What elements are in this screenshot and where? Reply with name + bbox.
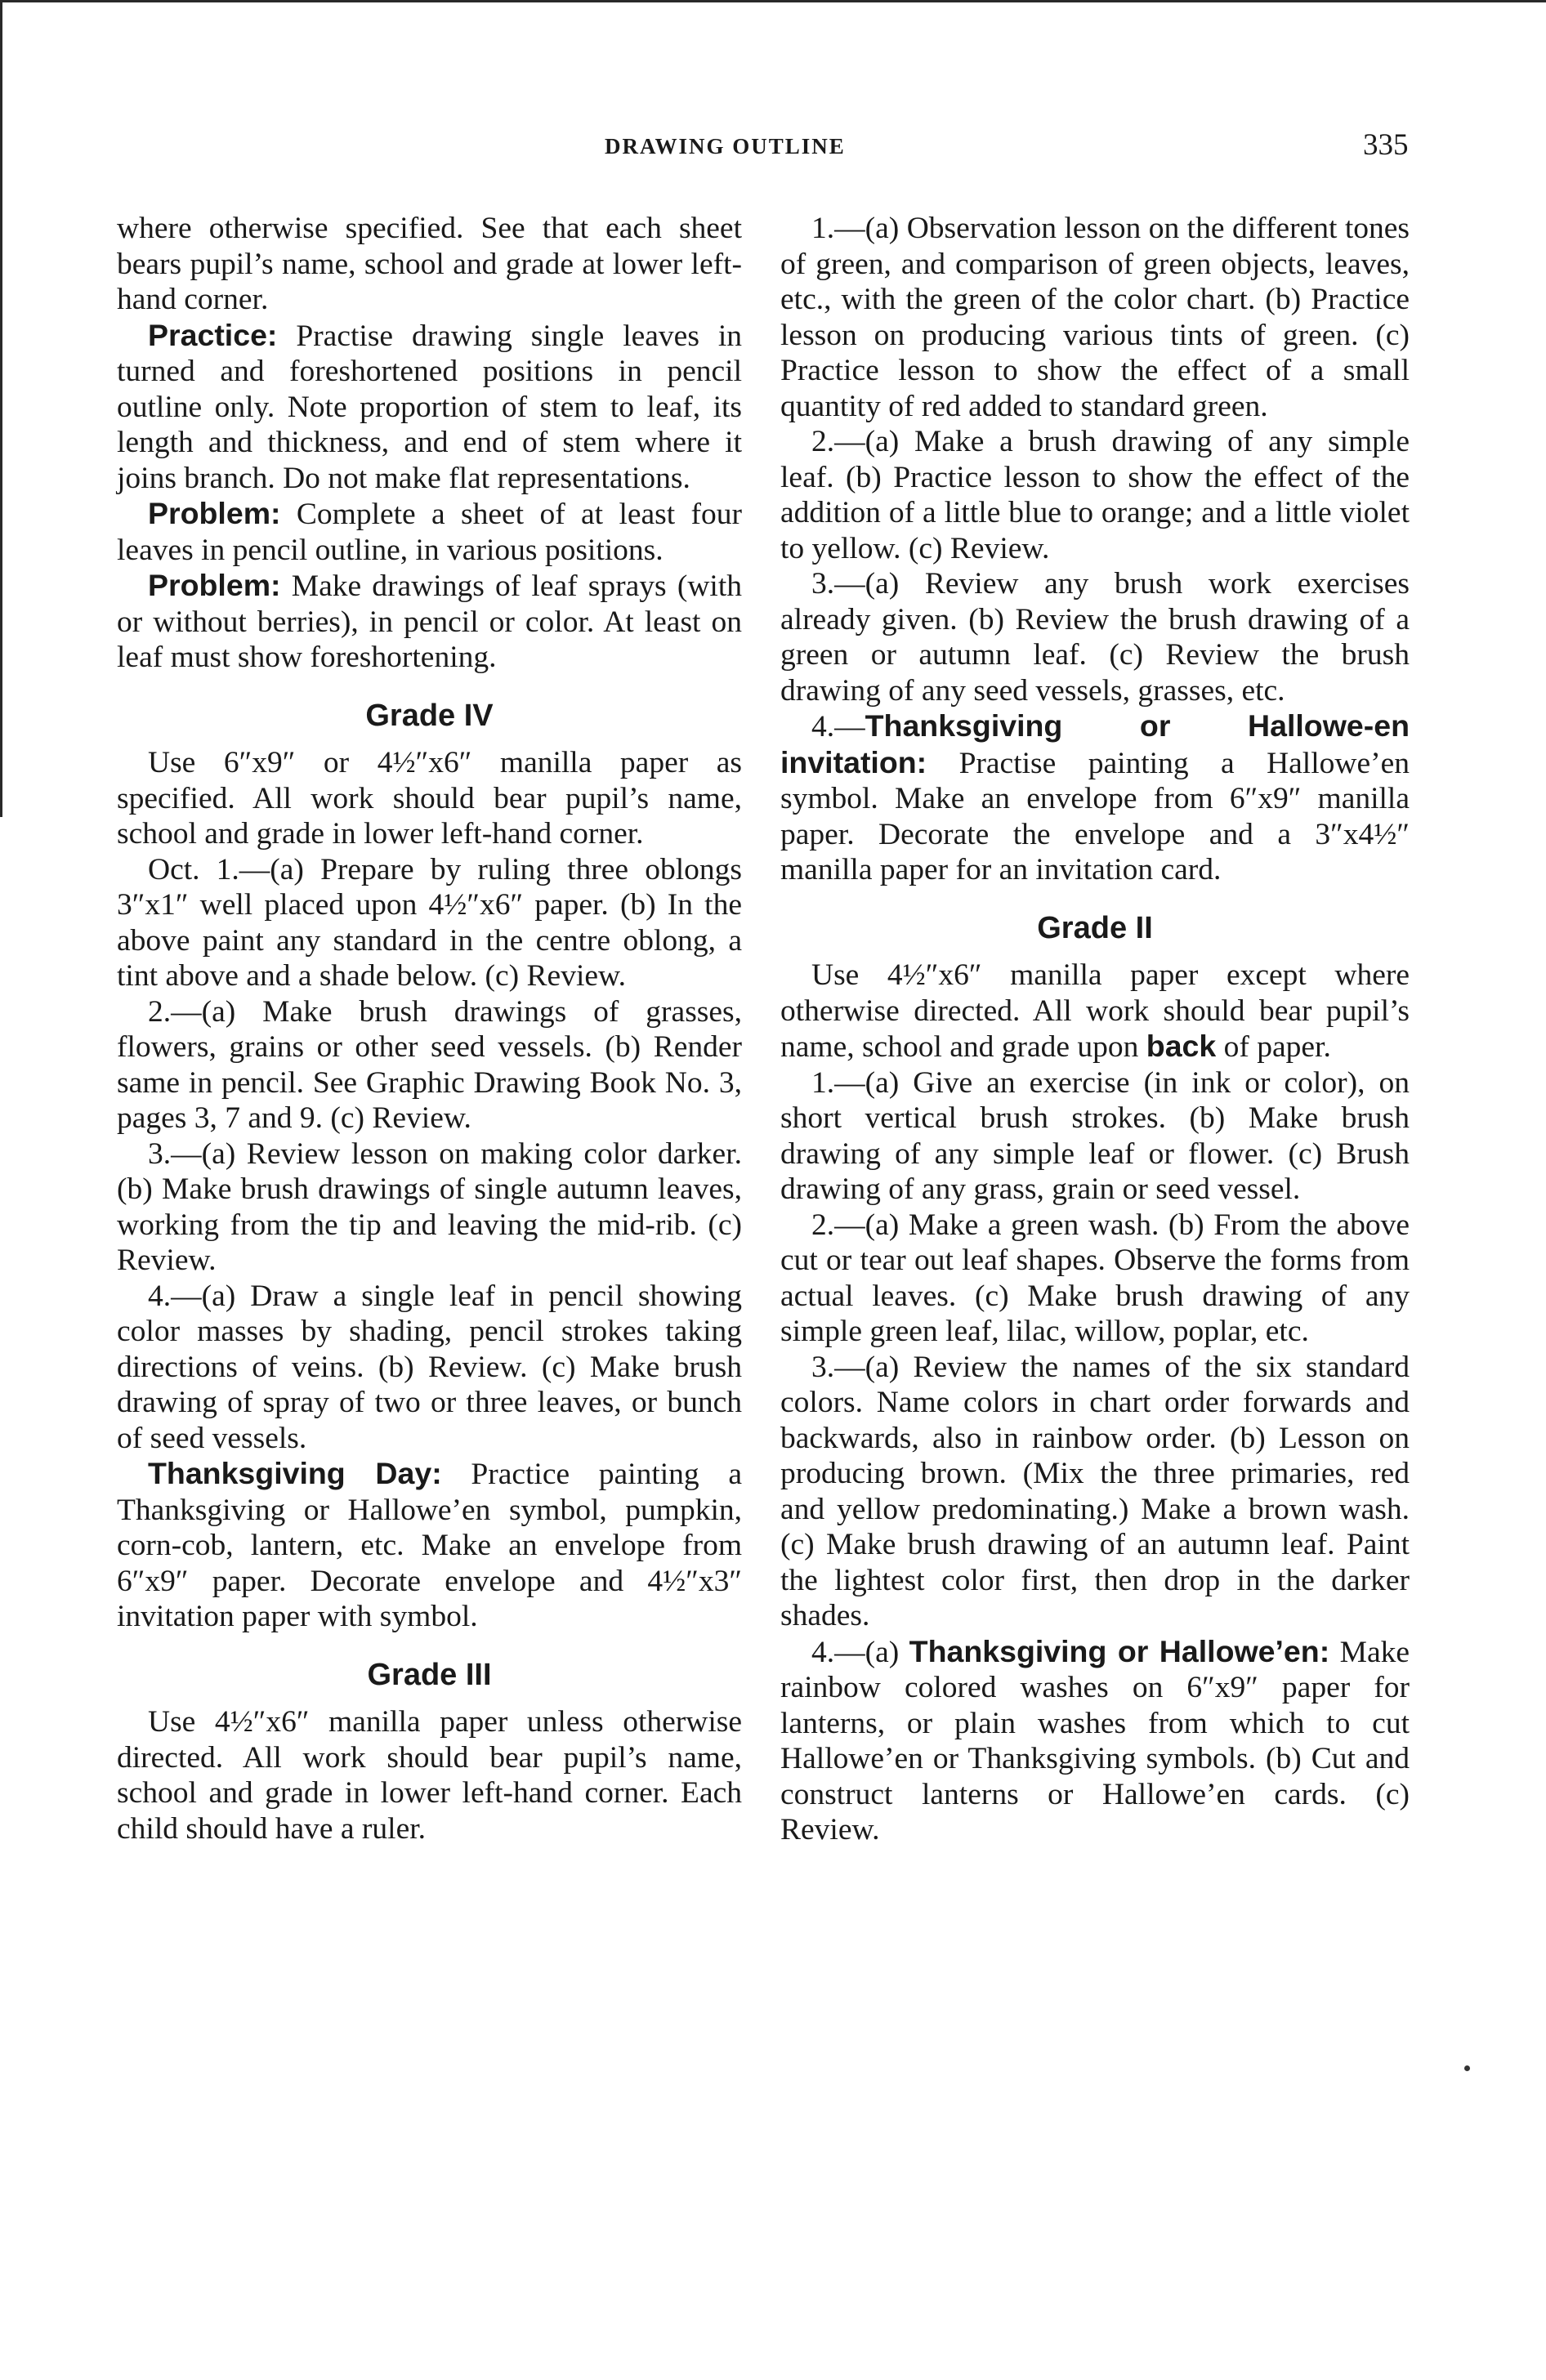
- paragraph-text: Use 4½″x6″ manilla paper except where otherwise directed. All work should bear pupil’s name, school and grade upon: [780, 958, 1410, 1064]
- paragraph: [117, 1456, 742, 1635]
- section-heading-grade-3: Grade III: [367, 1657, 492, 1692]
- paragraph-lead: Thanksgiving or Hallowe’en:: [909, 1633, 1330, 1668]
- paragraph: 3.—(a) Review the names of the six standard colors. Name colors in chart order forwards and backwards, also in rainbow order. (b) Lesson on producing brown. (Mix the three primaries, red and yellow predominating.) Make a brown wash. (c) Make brush drawing of an autumn leaf. Paint the lightest color first, then drop in the darker shades.: [780, 1350, 1410, 1632]
- paragraph: 1.—(a) Observation lesson on the different tones of green, and comparison of green objects, leaves, etc., with the green of the color chart. (b) Practice lesson on producing various tints of green. (c) Practice lesson to show the effect of a small quantity of red added to standard green.: [780, 212, 1410, 423]
- page-number: 335: [1363, 128, 1409, 162]
- paragraph: 1.—(a) Give an exercise (in ink or color), on short vertical brush strokes. (b) Make brush drawing of any simple leaf or flower. (c) Brush drawing of any grass, grain or seed vessel.: [780, 1065, 1410, 1206]
- paragraph-text: of paper.: [1216, 1030, 1331, 1064]
- paragraph: [780, 1634, 1410, 1848]
- running-head: [0, 123, 1546, 163]
- paragraph-prefix: 4.—(a): [811, 1635, 909, 1669]
- running-title: DRAWING OUTLINE: [605, 134, 846, 159]
- paragraph-text: Make rainbow colored washes on 6″x9″ paper for lanterns, or plain washes from which to cut Hallowe’en or Thanksgiving symbols. (b) Cut and construct lanterns or Hallowe’en cards. (c) Review.: [780, 1635, 1410, 1846]
- paragraph-prefix: 4.—: [811, 710, 865, 743]
- page-top-edge: [0, 0, 1546, 2]
- paragraph-text: Complete a sheet of at least four leaves in pencil outline, in various positions.: [117, 498, 742, 567]
- paragraph: Oct. 1.—(a) Prepare by ruling three oblongs 3″x1″ well placed upon 4½″x6″ paper. (b) In the above paint any standard in the centre oblong, a tint above and a shade below. (c) Review.: [117, 852, 742, 993]
- left-column: [117, 211, 742, 1846]
- paragraph-emphasis: back: [1146, 1029, 1217, 1063]
- paragraph: 4.—(a) Draw a single leaf in pencil showing color masses by shading, pencil strokes taking directions of veins. (b) Review. (c) Make brush drawing of spray of two or three leaves, or bunch of seed vessels.: [117, 1279, 742, 1455]
- paragraph: [117, 318, 742, 497]
- right-column: [780, 211, 1410, 1848]
- paragraph: 2.—(a) Make a green wash. (b) From the above cut or tear out leaf shapes. Observe the forms from actual leaves. (c) Make brush drawing of any simple green leaf, lilac, willow, poplar, etc.: [780, 1208, 1410, 1348]
- paragraph-lead: Problem:: [148, 496, 281, 530]
- paragraph: Use 6″x9″ or 4½″x6″ manilla paper as specified. All work should bear pupil’s name, school and grade in lower left-hand corner.: [117, 746, 742, 851]
- paragraph: [780, 958, 1410, 1065]
- section-heading-grade-4: Grade IV: [365, 698, 494, 733]
- paragraph: Use 4½″x6″ manilla paper unless otherwise directed. All work should bear pupil’s name, school and grade in lower left-hand corner. Each child should have a ruler.: [117, 1705, 742, 1846]
- paragraph-text: Practise painting a Hallowe’en symbol. Make an envelope from 6″x9″ manilla paper. Decorate the envelope and a 3″x4½″ manilla paper for an invitation card.: [780, 746, 1410, 886]
- paragraph: 3.—(a) Review any brush work exercises already given. (b) Review the brush drawing of a green or autumn leaf. (c) Review the brush drawing of any seed vessels, grasses, etc.: [780, 567, 1410, 708]
- paragraph-text: Practice painting a Thanksgiving or Hallowe’en symbol, pumpkin, corn-cob, lantern, etc. Make an envelope from 6″x9″ paper. Decorate envelope and 4½″x3″ invitation paper with symbol.: [117, 1458, 742, 1633]
- paragraph-text: Make drawings of leaf sprays (with or without berries), in pencil or color. At least on leaf must show foreshortening.: [117, 569, 742, 674]
- paragraph: 2.—(a) Make a brush drawing of any simple leaf. (b) Practice lesson to show the effect of the addition of a little blue to orange; and a little violet to yellow. (c) Review.: [780, 425, 1410, 565]
- paragraph-lead: Thanksgiving Day:: [148, 1456, 442, 1490]
- paragraph: [117, 568, 742, 676]
- paragraph: [117, 496, 742, 568]
- paragraph-lead: Problem:: [148, 568, 281, 602]
- section-heading-grade-2: Grade II: [1037, 910, 1153, 945]
- paragraph-lead: Thanksgiving or Hallowe-en invitation:: [780, 708, 1410, 779]
- ink-speck: [1464, 2065, 1470, 2071]
- paragraph: where otherwise specified. See that each sheet bears pupil’s name, school and grade at lower left-hand corner.: [117, 212, 742, 316]
- paragraph: 2.—(a) Make brush drawings of grasses, flowers, grains or other seed vessels. (b) Render same in pencil. See Graphic Drawing Book No. 3, pages 3, 7 and 9. (c) Review.: [117, 994, 742, 1135]
- paragraph: 3.—(a) Review lesson on making color darker. (b) Make brush drawings of single autumn leaves, working from the tip and leaving the mid-rib. (c) Review.: [117, 1136, 742, 1277]
- paragraph-text: Practise drawing single leaves in turned and foreshortened positions in pencil outline only. Note proportion of stem to leaf, its length and thickness, and end of stem where it joins branch. Do not make flat representations.: [117, 319, 742, 495]
- paragraph-lead: Practice:: [148, 317, 278, 352]
- paragraph: [780, 708, 1410, 888]
